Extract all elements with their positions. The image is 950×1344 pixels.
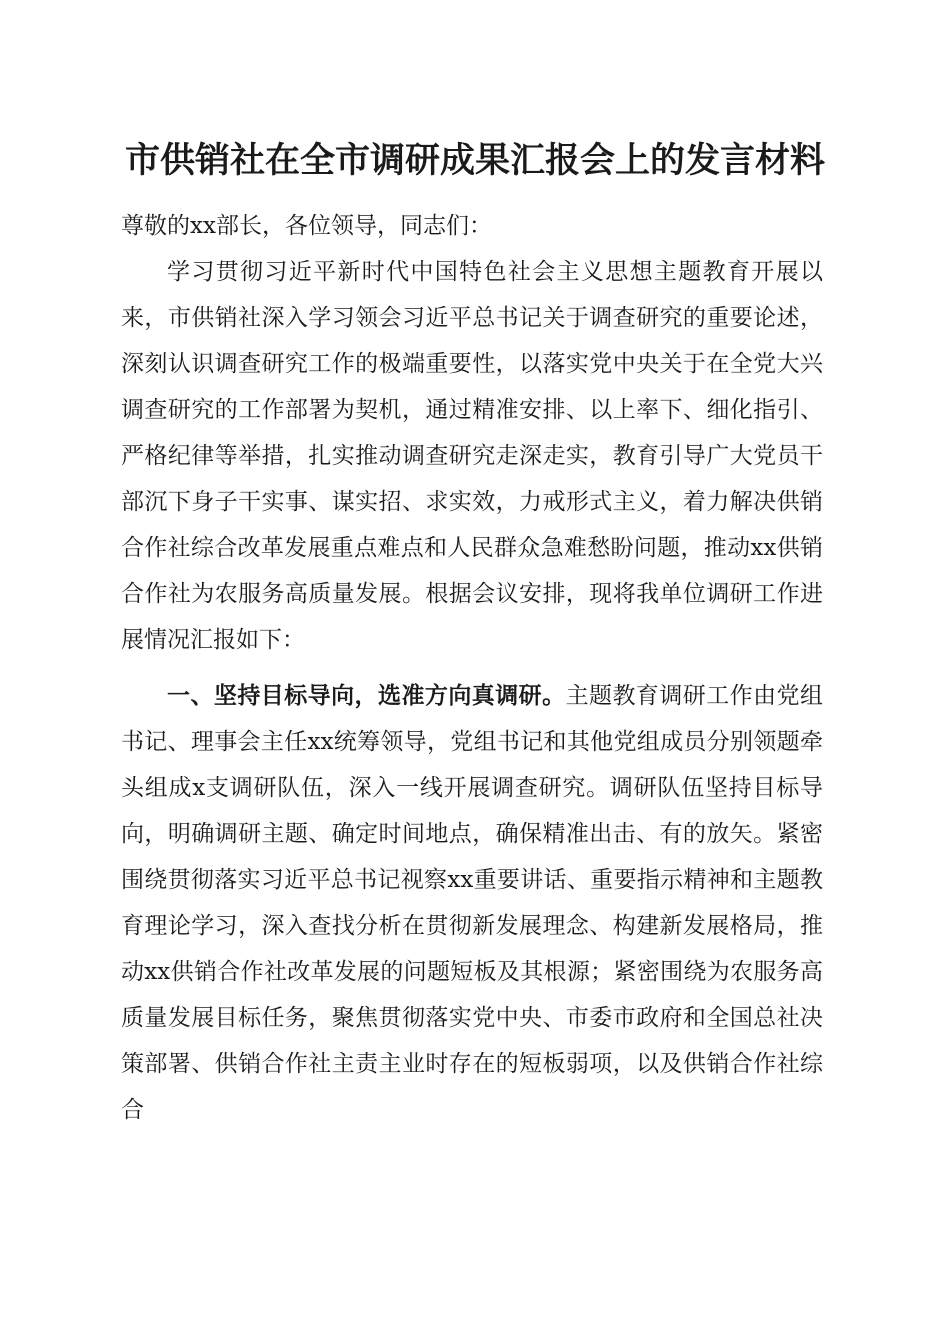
section-1-heading: 一、坚持目标导向，选准方向真调研。 (167, 683, 566, 709)
document-body (121, 203, 823, 1133)
document-title: 市供销社在全市调研成果汇报会上的发言材料 (124, 140, 825, 181)
salutation: 尊敬的xx部长，各位领导，同志们： (121, 213, 492, 239)
paragraph-section-1 (121, 673, 823, 1133)
paragraph-intro: 学习贯彻习近平新时代中国特色社会主义思想主题教育开展以来，市供销社深入学习领会习近平总书记关于调查研究的重要论述，深刻认识调查研究工作的极端重要性，以落实党中央关于在全党大兴调查研究的工作部署为契机，通过精准安排、以上率下、细化指引、严格纪律等举措，扎实推动调查研究走深走实，教育引导广大党员干部沉下身子干实事、谋实招、求实效，力戒形式主义，着力解决供销合作社综合改革发展重点难点和人民群众急难愁盼问题，推动xx供销合作社为农服务高质量发展。根据会议安排，现将我单位调研工作进展情况汇报如下： (121, 259, 823, 653)
section-1-body: 主题教育调研工作由党组书记、理事会主任xx统筹领导，党组书记和其他党组成员分别领题牵头组成x支调研队伍，深入一线开展调查研究。调研队伍坚持目标导向，明确调研主题、确定时间地点，确保精准出击、有的放矢。紧密围绕贯彻落实习近平总书记视察xx重要讲话、重要指示精神和主题教育理论学习，深入查找分析在贯彻新发展理念、构建新发展格局，推动xx供销合作社改革发展的问题短板及其根源；紧密围绕为农服务高质量发展目标任务，聚焦贯彻落实党中央、市委市政府和全国总社决策部署、供销合作社主责主业时存在的短板弱项，以及供销合作社综合 (121, 683, 824, 1123)
